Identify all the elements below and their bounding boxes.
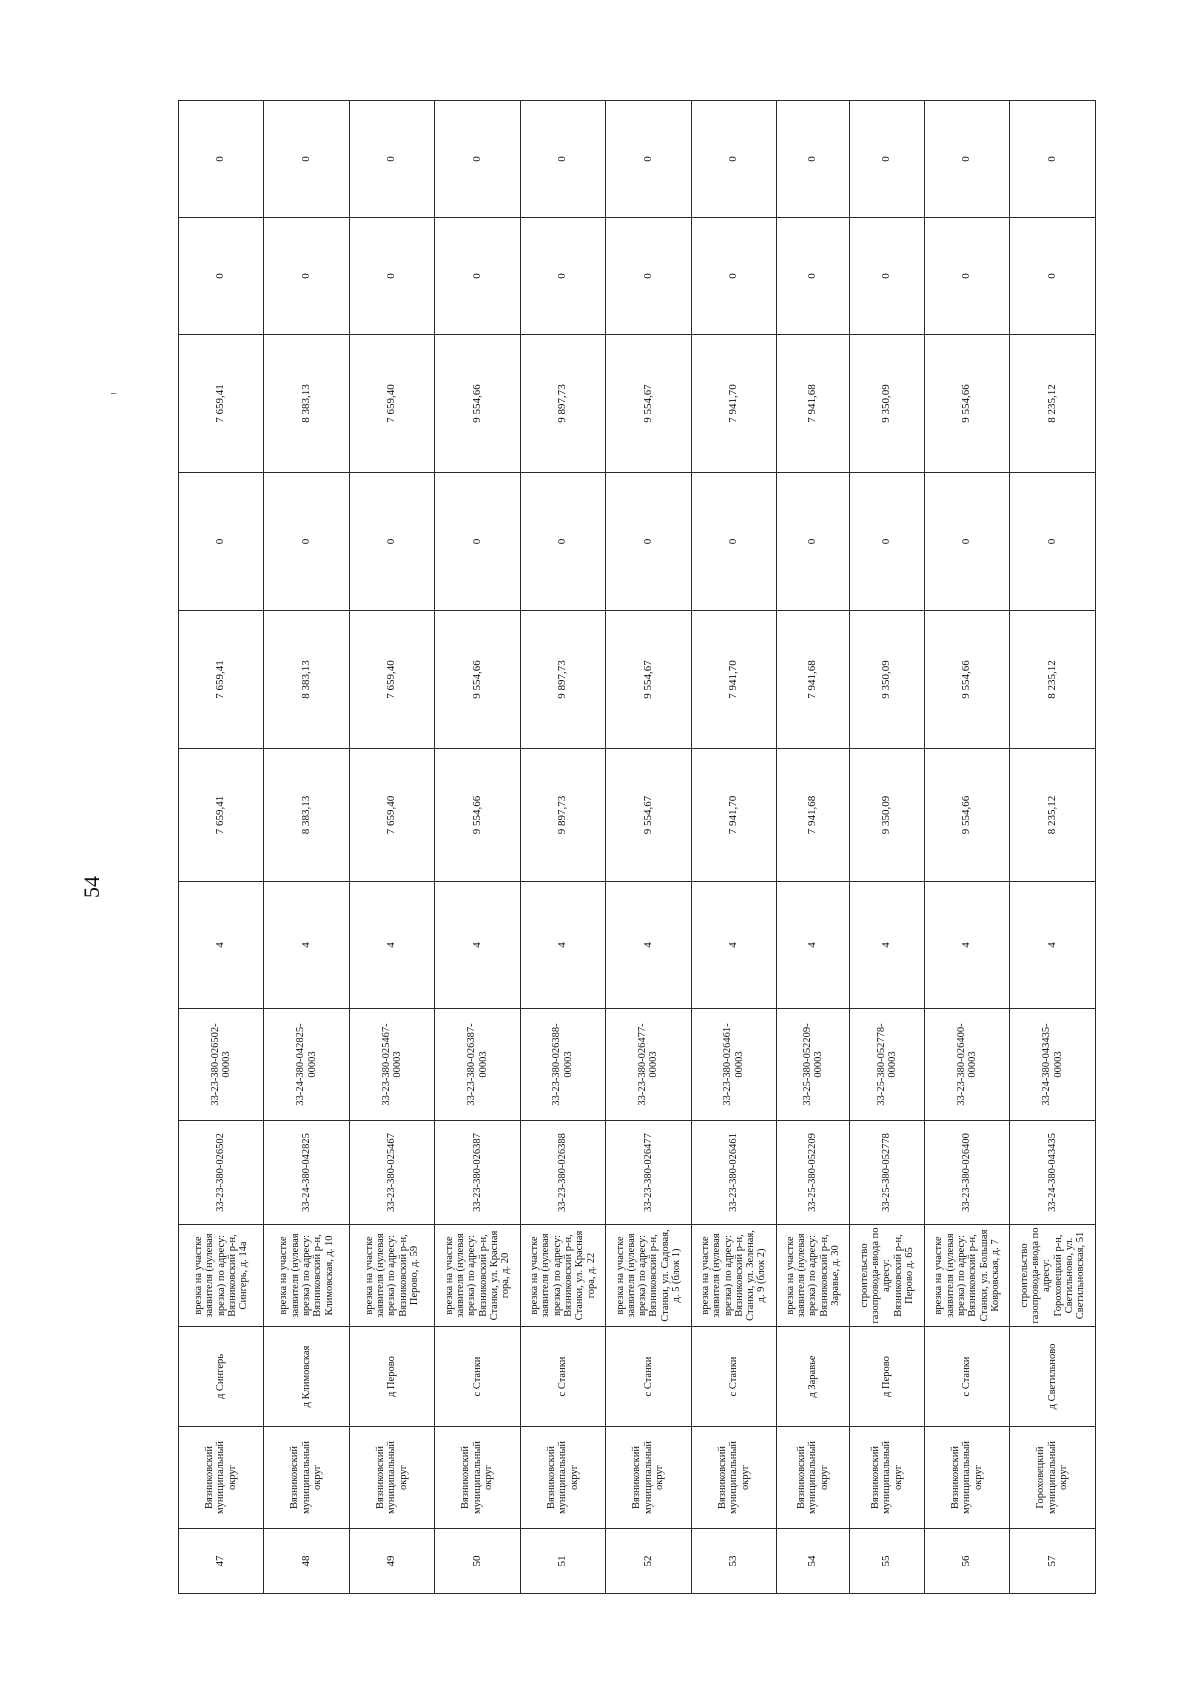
cell-description: врезка на участке заявителя (нулевая врезка) по адресу: Вязниковский р-н, Климовская, д. 10: [264, 1225, 349, 1327]
cell-description: врезка на участке заявителя (нулевая врезка) по адресу: Вязниковский р-н, Станки, ул. Зеленая, д. 9 (блок 2): [691, 1225, 776, 1327]
cell-object-subcode: 33-25-380-052778-00003: [850, 1009, 925, 1121]
cell-value-4: 7 659,40: [349, 335, 434, 473]
cell-value-1: 9 554,66: [925, 749, 1010, 882]
cell-object-subcode: 33-23-380-026461-00003: [691, 1009, 776, 1121]
cell-object-subcode: 33-23-380-026388-00003: [520, 1009, 605, 1121]
cell-value-2: 9 554,66: [925, 611, 1010, 749]
cell-value-2: 7 659,41: [179, 611, 264, 749]
cell-settlement: д Климовская: [264, 1327, 349, 1427]
cell-value-4: 9 897,73: [520, 335, 605, 473]
cell-value-4: 9 554,66: [435, 335, 520, 473]
table-body: [179, 101, 1096, 1594]
cell-object-code: 33-23-380-026477: [606, 1121, 691, 1225]
cell-quantity: 4: [520, 882, 605, 1009]
cell-row-number: 47: [179, 1529, 264, 1594]
cell-quantity: 4: [691, 882, 776, 1009]
cell-value-6: 0: [1010, 101, 1096, 218]
cell-row-number: 49: [349, 1529, 434, 1594]
cell-object-code: 33-23-380-026502: [179, 1121, 264, 1225]
cell-district: Вязниковский муниципальный округ: [349, 1427, 434, 1529]
cell-value-2: 9 554,66: [435, 611, 520, 749]
cell-district: Вязниковский муниципальный округ: [520, 1427, 605, 1529]
cell-object-code: 33-24-380-043435: [1010, 1121, 1096, 1225]
cell-object-code: 33-23-380-026387: [435, 1121, 520, 1225]
cell-value-4: 8 235,12: [1010, 335, 1096, 473]
table-container: [178, 101, 1096, 1594]
data-table: [178, 100, 1096, 1594]
cell-row-number: 50: [435, 1529, 520, 1594]
cell-value-5: 0: [1010, 218, 1096, 335]
cell-district: Вязниковский муниципальный округ: [264, 1427, 349, 1529]
cell-row-number: 52: [606, 1529, 691, 1594]
cell-settlement: д Светильново: [1010, 1327, 1096, 1427]
cell-value-1: 8 235,12: [1010, 749, 1096, 882]
cell-object-subcode: 33-24-380-042825-00003: [264, 1009, 349, 1121]
cell-object-subcode: 33-23-380-026477-00003: [606, 1009, 691, 1121]
table-row: [691, 101, 776, 1594]
table-row: [925, 101, 1010, 1594]
table-row: [435, 101, 520, 1594]
cell-value-1: 9 554,66: [435, 749, 520, 882]
cell-value-6: 0: [179, 101, 264, 218]
page-number: 54: [79, 876, 104, 898]
cell-value-1: 7 941,68: [777, 749, 850, 882]
cell-value-5: 0: [264, 218, 349, 335]
cell-object-code: 33-25-380-052778: [850, 1121, 925, 1225]
cell-object-subcode: 33-23-380-026502-00003: [179, 1009, 264, 1121]
cell-quantity: 4: [777, 882, 850, 1009]
cell-value-3: 0: [606, 473, 691, 611]
cell-description: врезка на участке заявителя (нулевая врезка) по адресу: Вязниковский р-н, Станки, ул. Большая Ковровская, д. 7: [925, 1225, 1010, 1327]
cell-quantity: 4: [925, 882, 1010, 1009]
cell-object-subcode: 33-24-380-043435-00003: [1010, 1009, 1096, 1121]
cell-value-6: 0: [264, 101, 349, 218]
cell-value-5: 0: [691, 218, 776, 335]
cell-value-3: 0: [1010, 473, 1096, 611]
margin-dash: [111, 393, 116, 394]
cell-object-subcode: 33-25-380-052209-00003: [777, 1009, 850, 1121]
cell-district: Вязниковский муниципальный округ: [606, 1427, 691, 1529]
table-row: [264, 101, 349, 1594]
cell-settlement: д Сингерь: [179, 1327, 264, 1427]
cell-value-3: 0: [925, 473, 1010, 611]
cell-object-subcode: 33-23-380-026400-00003: [925, 1009, 1010, 1121]
table-row: [606, 101, 691, 1594]
cell-value-4: 9 350,09: [850, 335, 925, 473]
cell-value-1: 8 383,13: [264, 749, 349, 882]
cell-row-number: 53: [691, 1529, 776, 1594]
cell-value-6: 0: [925, 101, 1010, 218]
cell-value-2: 9 350,09: [850, 611, 925, 749]
table-row: [850, 101, 925, 1594]
cell-description: строительство газопровода-ввода по адресу: Гороховецкий р-н, Светильново, ул. Светильновская, 51: [1010, 1225, 1096, 1327]
cell-row-number: 51: [520, 1529, 605, 1594]
cell-row-number: 56: [925, 1529, 1010, 1594]
table-row: [349, 101, 434, 1594]
cell-value-6: 0: [691, 101, 776, 218]
cell-district: Вязниковский муниципальный округ: [925, 1427, 1010, 1529]
cell-value-3: 0: [349, 473, 434, 611]
cell-district: Гороховецкий муниципальный округ: [1010, 1427, 1096, 1529]
cell-description: врезка на участке заявителя (нулевая врезка) по адресу: Вязниковский р-н, Станки, ул. Садовая, д. 5 (блок 1): [606, 1225, 691, 1327]
cell-value-2: 9 897,73: [520, 611, 605, 749]
cell-object-code: 33-24-380-042825: [264, 1121, 349, 1225]
cell-description: врезка на участке заявителя (нулевая врезка) по адресу: Вязниковский р-н, Сингерь, д. 14а: [179, 1225, 264, 1327]
cell-row-number: 55: [850, 1529, 925, 1594]
cell-value-3: 0: [264, 473, 349, 611]
cell-district: Вязниковский муниципальный округ: [777, 1427, 850, 1529]
cell-value-2: 9 554,67: [606, 611, 691, 749]
cell-object-subcode: 33-23-380-025467-00003: [349, 1009, 434, 1121]
cell-settlement: д Перово: [850, 1327, 925, 1427]
cell-value-2: 7 659,40: [349, 611, 434, 749]
cell-object-code: 33-23-380-026400: [925, 1121, 1010, 1225]
cell-value-3: 0: [520, 473, 605, 611]
cell-value-3: 0: [777, 473, 850, 611]
cell-value-6: 0: [349, 101, 434, 218]
cell-description: врезка на участке заявителя (нулевая врезка) по адресу: Вязниковский р-н, Заравье, д. 30: [777, 1225, 850, 1327]
cell-object-code: 33-23-380-025467: [349, 1121, 434, 1225]
cell-value-2: 7 941,70: [691, 611, 776, 749]
cell-value-6: 0: [606, 101, 691, 218]
cell-row-number: 48: [264, 1529, 349, 1594]
cell-quantity: 4: [349, 882, 434, 1009]
cell-row-number: 57: [1010, 1529, 1096, 1594]
cell-settlement: д Заравье: [777, 1327, 850, 1427]
cell-value-1: 7 659,41: [179, 749, 264, 882]
cell-value-3: 0: [691, 473, 776, 611]
cell-description: врезка на участке заявителя (нулевая врезка) по адресу: Вязниковский р-н, Станки, ул. Красная гора, д. 20: [435, 1225, 520, 1327]
cell-settlement: с Станки: [691, 1327, 776, 1427]
cell-value-4: 8 383,13: [264, 335, 349, 473]
cell-object-code: 33-23-380-026461: [691, 1121, 776, 1225]
cell-value-1: 9 897,73: [520, 749, 605, 882]
cell-value-3: 0: [850, 473, 925, 611]
cell-value-1: 7 941,70: [691, 749, 776, 882]
cell-description: строительство газопровода-ввода по адресу: Вязниковский р-н, Перово д. 65: [850, 1225, 925, 1327]
cell-value-2: 7 941,68: [777, 611, 850, 749]
cell-quantity: 4: [264, 882, 349, 1009]
cell-district: Вязниковский муниципальный округ: [691, 1427, 776, 1529]
cell-value-3: 0: [179, 473, 264, 611]
cell-quantity: 4: [850, 882, 925, 1009]
cell-value-5: 0: [520, 218, 605, 335]
cell-value-3: 0: [435, 473, 520, 611]
cell-value-5: 0: [777, 218, 850, 335]
cell-value-4: 9 554,66: [925, 335, 1010, 473]
cell-quantity: 4: [435, 882, 520, 1009]
cell-district: Вязниковский муниципальный округ: [850, 1427, 925, 1529]
cell-value-4: 7 941,68: [777, 335, 850, 473]
cell-value-5: 0: [606, 218, 691, 335]
cell-district: Вязниковский муниципальный округ: [435, 1427, 520, 1529]
cell-value-1: 9 554,67: [606, 749, 691, 882]
cell-settlement: с Станки: [606, 1327, 691, 1427]
cell-district: Вязниковский муниципальный округ: [179, 1427, 264, 1529]
cell-description: врезка на участке заявителя (нулевая врезка) по адресу: Вязниковский р-н, Станки, ул. Красная гора, д. 22: [520, 1225, 605, 1327]
cell-description: врезка на участке заявителя (нулевая врезка) по адресу: Вязниковский р-н, Перово, д. 59: [349, 1225, 434, 1327]
cell-value-4: 7 659,41: [179, 335, 264, 473]
cell-value-4: 9 554,67: [606, 335, 691, 473]
cell-value-4: 7 941,70: [691, 335, 776, 473]
cell-settlement: д Перово: [349, 1327, 434, 1427]
cell-settlement: с Станки: [520, 1327, 605, 1427]
cell-value-6: 0: [850, 101, 925, 218]
table-row: [520, 101, 605, 1594]
cell-object-subcode: 33-23-380-026387-00003: [435, 1009, 520, 1121]
cell-quantity: 4: [1010, 882, 1096, 1009]
cell-settlement: с Станки: [435, 1327, 520, 1427]
cell-value-6: 0: [520, 101, 605, 218]
cell-value-1: 7 659,40: [349, 749, 434, 882]
cell-value-2: 8 235,12: [1010, 611, 1096, 749]
cell-value-1: 9 350,09: [850, 749, 925, 882]
cell-value-5: 0: [925, 218, 1010, 335]
cell-settlement: с Станки: [925, 1327, 1010, 1427]
cell-value-5: 0: [179, 218, 264, 335]
table-row: [179, 101, 264, 1594]
cell-value-5: 0: [349, 218, 434, 335]
cell-quantity: 4: [179, 882, 264, 1009]
cell-value-6: 0: [777, 101, 850, 218]
table-row: [777, 101, 850, 1594]
cell-quantity: 4: [606, 882, 691, 1009]
table-row: [1010, 101, 1096, 1594]
cell-object-code: 33-25-380-052209: [777, 1121, 850, 1225]
cell-value-6: 0: [435, 101, 520, 218]
cell-value-5: 0: [850, 218, 925, 335]
cell-value-5: 0: [435, 218, 520, 335]
cell-value-2: 8 383,13: [264, 611, 349, 749]
cell-object-code: 33-23-380-026388: [520, 1121, 605, 1225]
cell-row-number: 54: [777, 1529, 850, 1594]
